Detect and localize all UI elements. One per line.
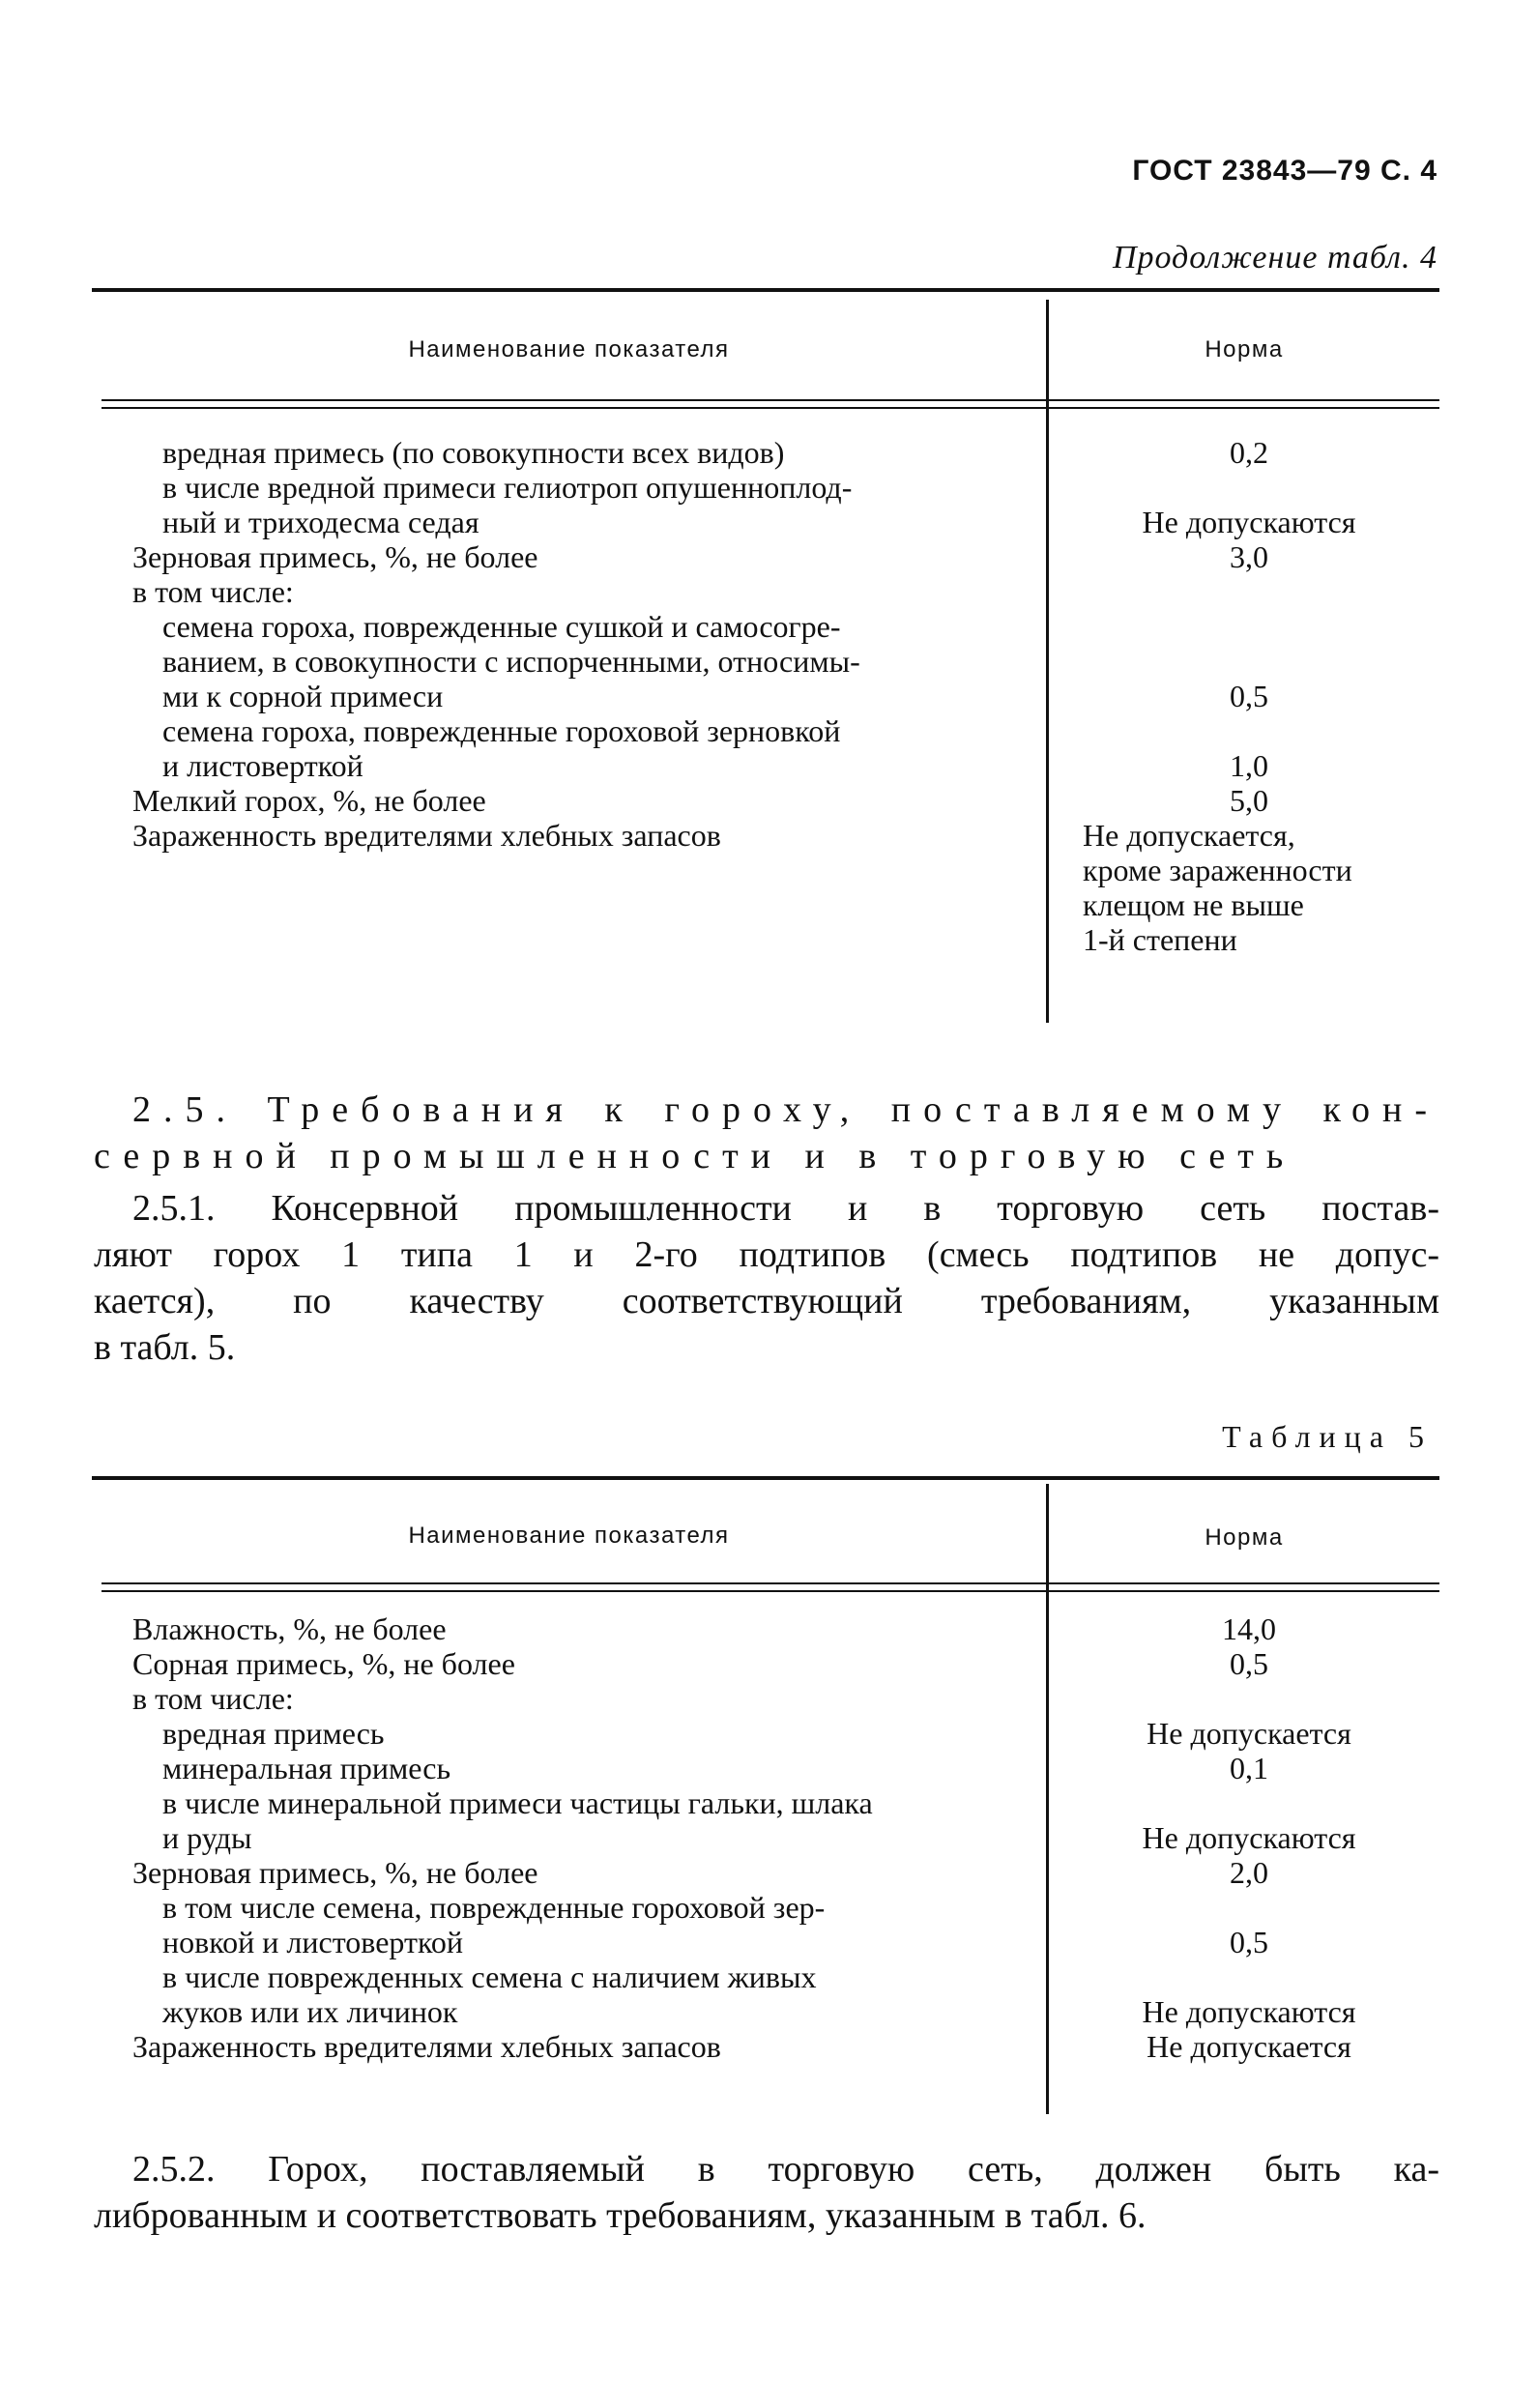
paragraph-line: ляют горох 1 типа 1 и 2-го подтипов (смесь подтипов не допус-	[94, 1234, 1439, 1275]
row-norm-value: 0,5	[1230, 679, 1268, 713]
header-rule	[102, 399, 1439, 401]
row-indicator-name: и руды	[162, 1820, 252, 1855]
row-indicator-name: ми к сорной примеси	[162, 679, 444, 713]
table-row	[92, 1855, 1439, 1890]
table-row	[92, 887, 1439, 922]
row-indicator-name: Зерновая примесь, %, не более	[132, 1855, 538, 1890]
row-norm-value: Не допускаются	[1142, 1994, 1356, 2029]
table-row	[92, 818, 1439, 853]
table-4	[92, 288, 1439, 1023]
row-norm-value: кроме зараженности	[1083, 853, 1352, 887]
row-norm-value: 0,5	[1230, 1925, 1268, 1959]
header-rule	[102, 1590, 1439, 1592]
table-row	[92, 644, 1439, 679]
row-indicator-name: в числе вредной примеси гелиотроп опушенноплод-	[162, 470, 853, 505]
table-top-rule	[92, 1476, 1439, 1480]
table-row	[92, 748, 1439, 783]
row-norm-value: Не допускается	[1147, 1716, 1351, 1751]
column-header-norm: Норма	[1205, 336, 1284, 363]
row-norm-value: 0,1	[1230, 1751, 1268, 1785]
row-indicator-name: ный и триходесма седая	[162, 505, 479, 539]
table-row	[92, 922, 1439, 957]
table-row	[92, 1785, 1439, 1820]
section-2-5-2-paragraph	[94, 2146, 1439, 2239]
row-indicator-name: семена гороха, поврежденные гороховой зерновкой	[162, 713, 841, 748]
table-row	[92, 2029, 1439, 2064]
header-rule	[102, 407, 1439, 409]
table-row	[92, 713, 1439, 748]
row-indicator-name: в числе минеральной примеси частицы гальки, шлака	[162, 1785, 873, 1820]
table-row	[92, 609, 1439, 644]
row-indicator-name: минеральная примесь	[162, 1751, 451, 1785]
table-row	[92, 1646, 1439, 1681]
table-row	[92, 1820, 1439, 1855]
paragraph-line: в табл. 5.	[94, 1327, 236, 1368]
row-norm-value: Не допускается	[1147, 2029, 1351, 2064]
row-norm-value: 2,0	[1230, 1855, 1268, 1890]
row-norm-value: 1-й степени	[1083, 922, 1237, 957]
row-norm-value: Не допускаются	[1142, 1820, 1356, 1855]
table-row	[92, 505, 1439, 539]
table-row	[92, 1751, 1439, 1785]
row-indicator-name: в том числе семена, поврежденные гороховой зер-	[162, 1890, 826, 1925]
row-norm-value: 0,5	[1230, 1646, 1268, 1681]
row-indicator-name: Зерновая примесь, %, не более	[132, 539, 538, 574]
row-norm-value: Не допускается,	[1083, 818, 1295, 853]
page-header: ГОСТ 23843—79 С. 4	[1132, 155, 1437, 187]
row-indicator-name: и листоверткой	[162, 748, 363, 783]
row-indicator-name: Зараженность вредителями хлебных запасов	[132, 2029, 721, 2064]
row-indicator-name: в числе поврежденных семена с наличием живых	[162, 1959, 817, 1994]
table-continuation-label: Продолжение табл. 4	[1112, 240, 1437, 276]
row-indicator-name: в том числе:	[132, 574, 294, 609]
paragraph-line: кается), по качеству соответствующий требованиям, указанным	[94, 1281, 1439, 1321]
table-row	[92, 1925, 1439, 1959]
table-row	[92, 1890, 1439, 1925]
paragraph-line: 2.5.1. Консервной промышленности и в торговую сеть постав-	[132, 1188, 1439, 1229]
row-indicator-name: семена гороха, поврежденные сушкой и самосогре-	[162, 609, 841, 644]
row-norm-value: 3,0	[1230, 539, 1268, 574]
heading-line: 2.5. Требования к гороху, поставляемому кон-	[132, 1089, 1439, 1130]
row-norm-value: клещом не выше	[1083, 887, 1304, 922]
column-header-name: Наименование показателя	[408, 1523, 730, 1549]
row-norm-value: 5,0	[1230, 783, 1268, 818]
row-indicator-name: Зараженность вредителями хлебных запасов	[132, 818, 721, 853]
table-row	[92, 539, 1439, 574]
table-row	[92, 1611, 1439, 1646]
column-header-name: Наименование показателя	[408, 336, 730, 363]
table-row	[92, 435, 1439, 470]
row-norm-value: Не допускаются	[1142, 505, 1356, 539]
row-indicator-name: в том числе:	[132, 1681, 294, 1716]
table-row	[92, 1959, 1439, 1994]
table-row	[92, 1681, 1439, 1716]
row-indicator-name: ванием, в совокупности с испорченными, относимы-	[162, 644, 860, 679]
table-row	[92, 470, 1439, 505]
row-indicator-name: Влажность, %, не более	[132, 1611, 447, 1646]
table-row	[92, 1994, 1439, 2029]
heading-line: сервной промышленности и в торговую сеть	[94, 1136, 1296, 1176]
table-5-caption: Таблица 5	[1222, 1419, 1433, 1454]
table-row	[92, 679, 1439, 713]
header-rule	[102, 1582, 1439, 1584]
table-row	[92, 853, 1439, 887]
paragraph-line: 2.5.2. Горох, поставляемый в торговую сеть, должен быть ка-	[132, 2149, 1439, 2190]
section-2-5-heading	[94, 1087, 1439, 1179]
table-5	[92, 1476, 1439, 2114]
row-indicator-name: жуков или их личинок	[162, 1994, 458, 2029]
row-indicator-name: новкой и листоверткой	[162, 1925, 463, 1959]
column-header-norm: Норма	[1205, 1524, 1284, 1551]
row-norm-value: 0,2	[1230, 435, 1268, 470]
table-row	[92, 1716, 1439, 1751]
table-top-rule	[92, 288, 1439, 292]
row-indicator-name: Сорная примесь, %, не более	[132, 1646, 515, 1681]
row-norm-value: 14,0	[1222, 1611, 1276, 1646]
table-row	[92, 574, 1439, 609]
row-indicator-name: вредная примесь (по совокупности всех видов)	[162, 435, 785, 470]
row-norm-value: 1,0	[1230, 748, 1268, 783]
section-2-5-1-paragraph	[94, 1185, 1439, 1371]
table-row	[92, 783, 1439, 818]
row-indicator-name: вредная примесь	[162, 1716, 385, 1751]
row-indicator-name: Мелкий горох, %, не более	[132, 783, 486, 818]
paragraph-line: либрованным и соответствовать требованиям, указанным в табл. 6.	[94, 2195, 1147, 2236]
